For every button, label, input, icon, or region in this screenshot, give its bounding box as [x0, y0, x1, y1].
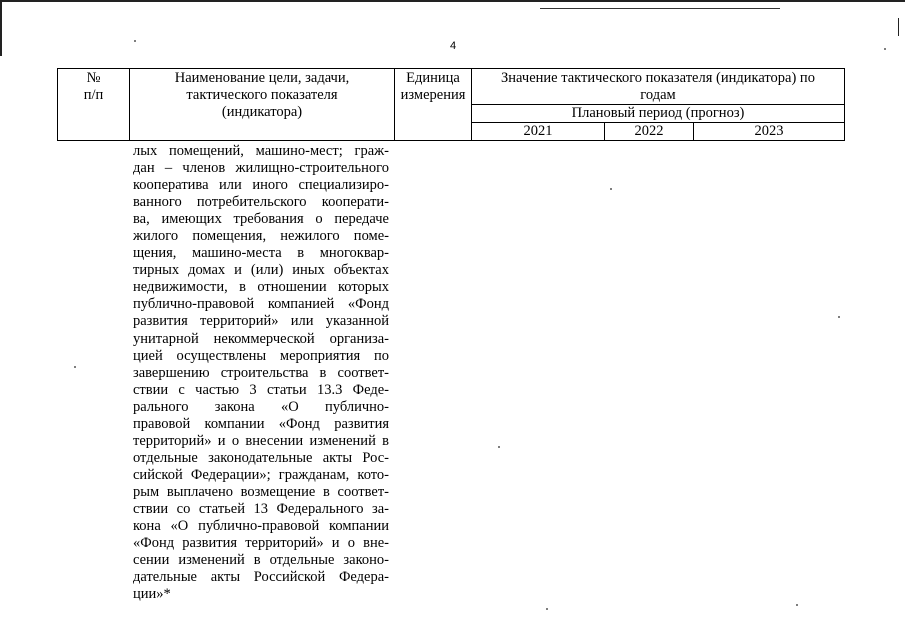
- body-text-line: завершению строительства в соответ-: [133, 364, 389, 381]
- body-text-line: «Фонд развития территорий» и о вне-: [133, 535, 389, 552]
- body-text-line: ванного потребительского кооперати-: [133, 194, 389, 211]
- scan-speck: [884, 48, 886, 50]
- scan-speck: [546, 608, 548, 610]
- header-value-title-line2: годам: [640, 87, 676, 103]
- header-num: [58, 69, 130, 141]
- scan-right-edge: [898, 18, 899, 36]
- header-planned-period: Плановый период (прогноз): [472, 105, 845, 123]
- body-text-line: недвижимости, в отношении которых: [133, 279, 389, 296]
- scan-speck: [498, 446, 500, 448]
- header-year-2023: 2023: [694, 123, 845, 141]
- body-text-line: дан – членов жилищно-строительного: [133, 160, 389, 177]
- body-text-line: ции»*: [133, 586, 171, 603]
- body-text-line: дательные акты Российской Федера-: [133, 569, 389, 586]
- header-num-line1: №: [86, 70, 101, 86]
- body-text-line: ствии со статьей 13 Федерального за-: [133, 500, 389, 517]
- body-text-line: ва, имеющих требования о передаче: [133, 211, 389, 228]
- body-text-line: развития территорий» или указанной: [133, 313, 389, 330]
- header-unit-line1: Единица: [406, 70, 460, 86]
- body-text-line: жилого помещения, нежилого поме-: [133, 228, 389, 245]
- header-unit: [395, 69, 472, 141]
- body-text-line: территорий» и о внесении изменений в: [133, 432, 389, 449]
- header-value-title: [472, 69, 845, 105]
- body-text-line: публично-правовой компанией «Фонд: [133, 296, 389, 313]
- body-text-line: щения, машино-места в многоквар-: [133, 245, 389, 262]
- body-text-line: отдельные законодательные акты Рос-: [133, 449, 389, 466]
- header-unit-line2: измерения: [400, 87, 466, 103]
- body-text-line: ствии с частью 3 статьи 13.3 Феде-: [133, 381, 389, 398]
- page-number: 4: [450, 40, 457, 52]
- indicator-table-header: [57, 68, 845, 141]
- header-name-line3: (индикатора): [221, 104, 303, 120]
- header-name: [130, 69, 395, 141]
- header-value-title-line1: Значение тактического показателя (индикатора) по: [501, 70, 815, 86]
- scan-speck: [610, 188, 612, 190]
- scan-speck: [74, 366, 76, 368]
- body-text-line: лых помещений, машино-мест; граж-: [133, 143, 389, 159]
- body-text-line: рым выплачено возмещение в соответ-: [133, 483, 389, 500]
- indicator-name-text: [133, 143, 389, 603]
- body-text-line: рального закона «О публично-: [133, 398, 389, 415]
- body-text-line: кооператива или иного специализиро-: [133, 177, 389, 194]
- scan-speck: [134, 40, 136, 42]
- header-name-line1: Наименование цели, задачи,: [174, 70, 350, 86]
- scan-speck: [796, 604, 798, 606]
- body-text-line: тирных домах и (или) иных объектах: [133, 262, 389, 279]
- scan-top-edge: [0, 0, 905, 12]
- header-year-2022: 2022: [605, 123, 694, 141]
- header-year-2021: 2021: [472, 123, 605, 141]
- body-text-line: кона «О публично-правовой компании: [133, 518, 389, 535]
- body-text-line: сийской Федерации»; гражданам, кото-: [133, 466, 389, 483]
- body-text-line: правовой компании «Фонд развития: [133, 415, 389, 432]
- body-text-line: унитарной некоммерческой организа-: [133, 330, 389, 347]
- scan-left-edge: [0, 0, 2, 56]
- scan-speck: [838, 316, 840, 318]
- body-text-line: цией осуществлены мероприятия по: [133, 347, 389, 364]
- header-name-line2: тактического показателя: [186, 87, 338, 103]
- body-text-line: сении изменений в отдельные законо-: [133, 552, 389, 569]
- header-num-line2: п/п: [83, 87, 104, 103]
